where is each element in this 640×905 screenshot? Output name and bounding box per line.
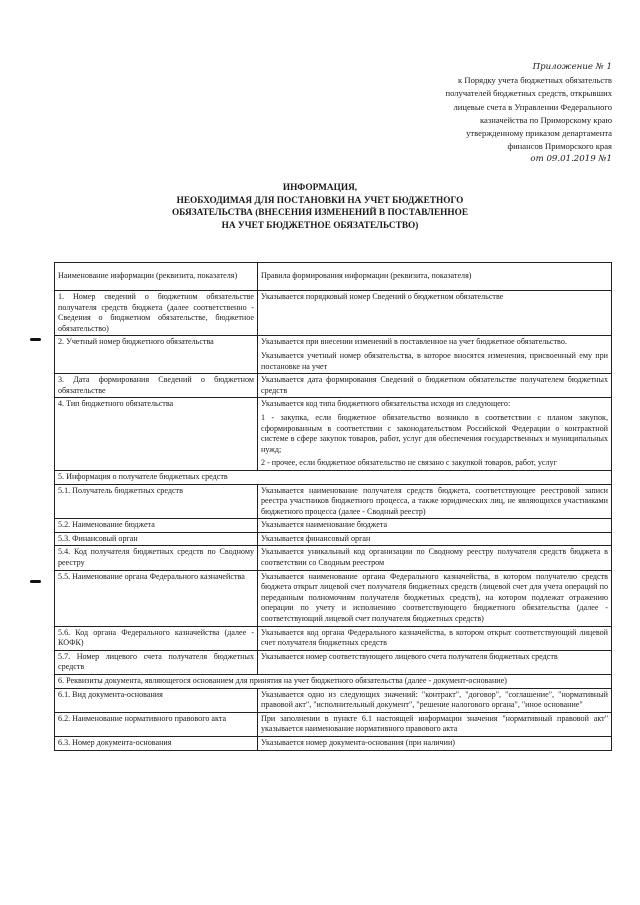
rule-paragraph: Указывается код типа бюджетного обязательства исходя из следующего:	[261, 399, 511, 409]
row-rules-cell	[258, 374, 612, 398]
annex-date: от 09.01.2019 №1	[530, 154, 612, 165]
row-rules-cell	[258, 712, 612, 736]
rules-text	[261, 714, 608, 735]
row-name-cell: 5.2. Наименование бюджета	[55, 519, 258, 533]
row-rules-cell	[258, 626, 612, 650]
row-name-cell: 5.7. Номер лицевого счета получателя бюджетных средств	[55, 650, 258, 674]
rules-text	[261, 628, 608, 649]
rule-paragraph: Указывается одно из следующих значений: "контракт", "договор", "соглашение", "нормативный правовой акт", "исполнительный документ", "решение налогового органа", "иное основание"	[261, 689, 608, 710]
rules-text	[261, 292, 608, 303]
rule-paragraph: 1 - закупка, если бюджетное обязательство возникло в соответствии с планом закупок, сформированным в соответствии с законодательством Российской Федерации о контрактной системе в сфере закупок товаров, работ, услуг для обеспечения государственных и муниципальных нужд;	[261, 412, 608, 454]
row-rules-cell	[258, 570, 612, 626]
annex-line: Приложение № 1	[532, 62, 612, 72]
title-line: НА УЧЕТ БЮДЖЕТНОЕ ОБЯЗАТЕЛЬСТВО)	[221, 220, 419, 231]
row-rules-cell	[258, 398, 612, 471]
table-row	[55, 736, 612, 750]
rule-paragraph: 2 - прочее, если бюджетное обязательство не связано с закупкой товаров, работ, услуг	[261, 458, 557, 468]
annex-line: к Порядку учета бюджетных обязательств	[458, 75, 612, 86]
annex-line: лицевые счета в Управлении Федерального	[453, 101, 612, 112]
table-row	[55, 519, 612, 533]
table-section-row	[55, 470, 612, 484]
annex-block	[362, 60, 612, 167]
info-table	[54, 262, 612, 751]
row-name-cell: 3. Дата формирования Сведений о бюджетном обязательстве	[55, 374, 258, 398]
annex-line: утвержденному приказом департамента	[466, 128, 612, 139]
header-name-cell: Наименование информации (реквизита, показателя)	[55, 263, 258, 291]
row-name-cell: 6.2. Наименование нормативного правового акта	[55, 712, 258, 736]
table-section-row	[55, 675, 612, 689]
annex-line: казначейства по Приморскому краю	[480, 114, 612, 125]
scan-margin-mark	[30, 580, 41, 583]
table-row	[55, 688, 612, 712]
title-line: ОБЯЗАТЕЛЬСТВА (ВНЕСЕНИЯ ИЗМЕНЕНИЙ В ПОСТАВЛЕННОЕ	[171, 208, 469, 219]
document-title	[120, 182, 520, 232]
rule-paragraph: Указывается финансовый орган	[261, 533, 371, 543]
row-rules-cell	[258, 650, 612, 674]
rules-text	[261, 375, 608, 396]
section-heading-cell: 5. Информация о получателе бюджетных средств	[55, 470, 612, 484]
table-row	[55, 374, 612, 398]
row-rules-cell	[258, 736, 612, 750]
row-name-cell: 5.1. Получатель бюджетных средств	[55, 484, 258, 519]
table-row	[55, 650, 612, 674]
row-rules-cell	[258, 484, 612, 519]
rule-paragraph: Указывается уникальный код организации по Сводному реестру получателя средств бюджета в соответствии со Сводным реестром	[261, 547, 608, 568]
rules-text	[261, 399, 608, 469]
rule-paragraph: Указывается код органа Федерального казначейства, в котором открыт соответствующий лицевой счет получателя бюджетных средств	[261, 627, 608, 648]
table-row	[55, 532, 612, 546]
row-rules-cell	[258, 336, 612, 374]
table-row	[55, 546, 612, 570]
rule-paragraph: Указывается наименование органа Федерального казначейства, в котором получателю средств бюджета открыт лицевой счет получателя бюджетных средств (лицевой счет для учета операций по переданным полномочиям получателя бюджетных средств), на котором подлежат отражению операции по учету и исполнению соответствующего бюджетного обязательства (далее - соответствующий лицевой счет получателя бюджетных средств)	[261, 571, 608, 624]
rules-text	[261, 337, 608, 372]
table-row	[55, 626, 612, 650]
row-rules-cell	[258, 291, 612, 336]
rules-text	[261, 486, 608, 518]
row-name-cell: 5.3. Финансовый орган	[55, 532, 258, 546]
rules-text	[261, 520, 608, 531]
rules-text	[261, 652, 608, 663]
table-row	[55, 291, 612, 336]
table-row	[55, 570, 612, 626]
rules-text	[261, 738, 608, 749]
table-header-row	[55, 263, 612, 291]
row-name-cell: 4. Тип бюджетного обязательства	[55, 398, 258, 471]
header-rules-cell: Правила формирования информации (реквизита, показателя)	[258, 263, 612, 291]
scan-margin-mark	[30, 338, 41, 341]
annex-line: получателей бюджетных средств, открывших	[445, 88, 612, 99]
rule-paragraph: Указывается номер соответствующего лицевого счета получателя бюджетных средств	[261, 651, 558, 661]
rules-text	[261, 572, 608, 625]
rules-text	[261, 690, 608, 711]
row-name-cell: 1. Номер сведений о бюджетном обязательстве получателя средств бюджета (далее соответственно - Сведения о бюджетном обязательстве, бюджетное обязательство)	[55, 291, 258, 336]
rule-paragraph: Указывается наименование получателя средств бюджета, соответствующее реестровой записи реестра участников бюджетного процесса, а также юридических лиц, не являющихся участниками бюджетного процесса (далее - Сводный реестр)	[261, 485, 608, 516]
row-name-cell: 5.4. Код получателя бюджетных средств по Сводному реестру	[55, 546, 258, 570]
annex-line: финансов Приморского края	[507, 141, 612, 152]
table-row	[55, 484, 612, 519]
title-line: ИНФОРМАЦИЯ,	[282, 183, 358, 193]
rules-text	[261, 534, 608, 545]
row-name-cell: 6.3. Номер документа-основания	[55, 736, 258, 750]
rules-text	[261, 547, 608, 568]
rule-paragraph: Указывается номер документа-основания (при наличии)	[261, 737, 455, 747]
table-body	[55, 291, 612, 751]
row-rules-cell	[258, 546, 612, 570]
table-row	[55, 398, 612, 471]
row-name-cell: 5.6. Код органа Федерального казначейства (далее - КОФК)	[55, 626, 258, 650]
row-name-cell: 6.1. Вид документа-основания	[55, 688, 258, 712]
rule-paragraph: Указывается порядковый номер Сведений о бюджетном обязательстве	[261, 292, 504, 301]
table-row	[55, 336, 612, 374]
table-row	[55, 712, 612, 736]
rule-paragraph: Указывается при внесении изменений в поставленное на учет бюджетное обязательство.	[261, 337, 567, 347]
rule-paragraph: Указывается учетный номер обязательства, в которое вносятся изменения, присвоенный ему при постановке на учет	[261, 350, 608, 371]
row-rules-cell	[258, 532, 612, 546]
section-heading-cell: 6. Реквизиты документа, являющегося основанием для принятия на учет бюджетного обязательства (далее - документ-основание)	[55, 675, 612, 689]
row-name-cell: 5.5. Наименование органа Федерального казначейства	[55, 570, 258, 626]
row-name-cell: 2. Учетный номер бюджетного обязательства	[55, 336, 258, 374]
row-rules-cell	[258, 688, 612, 712]
rule-paragraph: При заполнении в пункте 6.1 настоящей информации значения "нормативный правовой акт" указывается наименование нормативного правового акта	[261, 713, 608, 734]
rule-paragraph: Указывается наименование бюджета	[261, 520, 388, 530]
title-line: НЕОБХОДИМАЯ ДЛЯ ПОСТАНОВКИ НА УЧЕТ БЮДЖЕТНОГО	[176, 195, 464, 206]
rule-paragraph: Указывается дата формирования Сведений о бюджетном обязательстве получателем бюджетных средств	[261, 375, 608, 395]
row-rules-cell	[258, 519, 612, 533]
